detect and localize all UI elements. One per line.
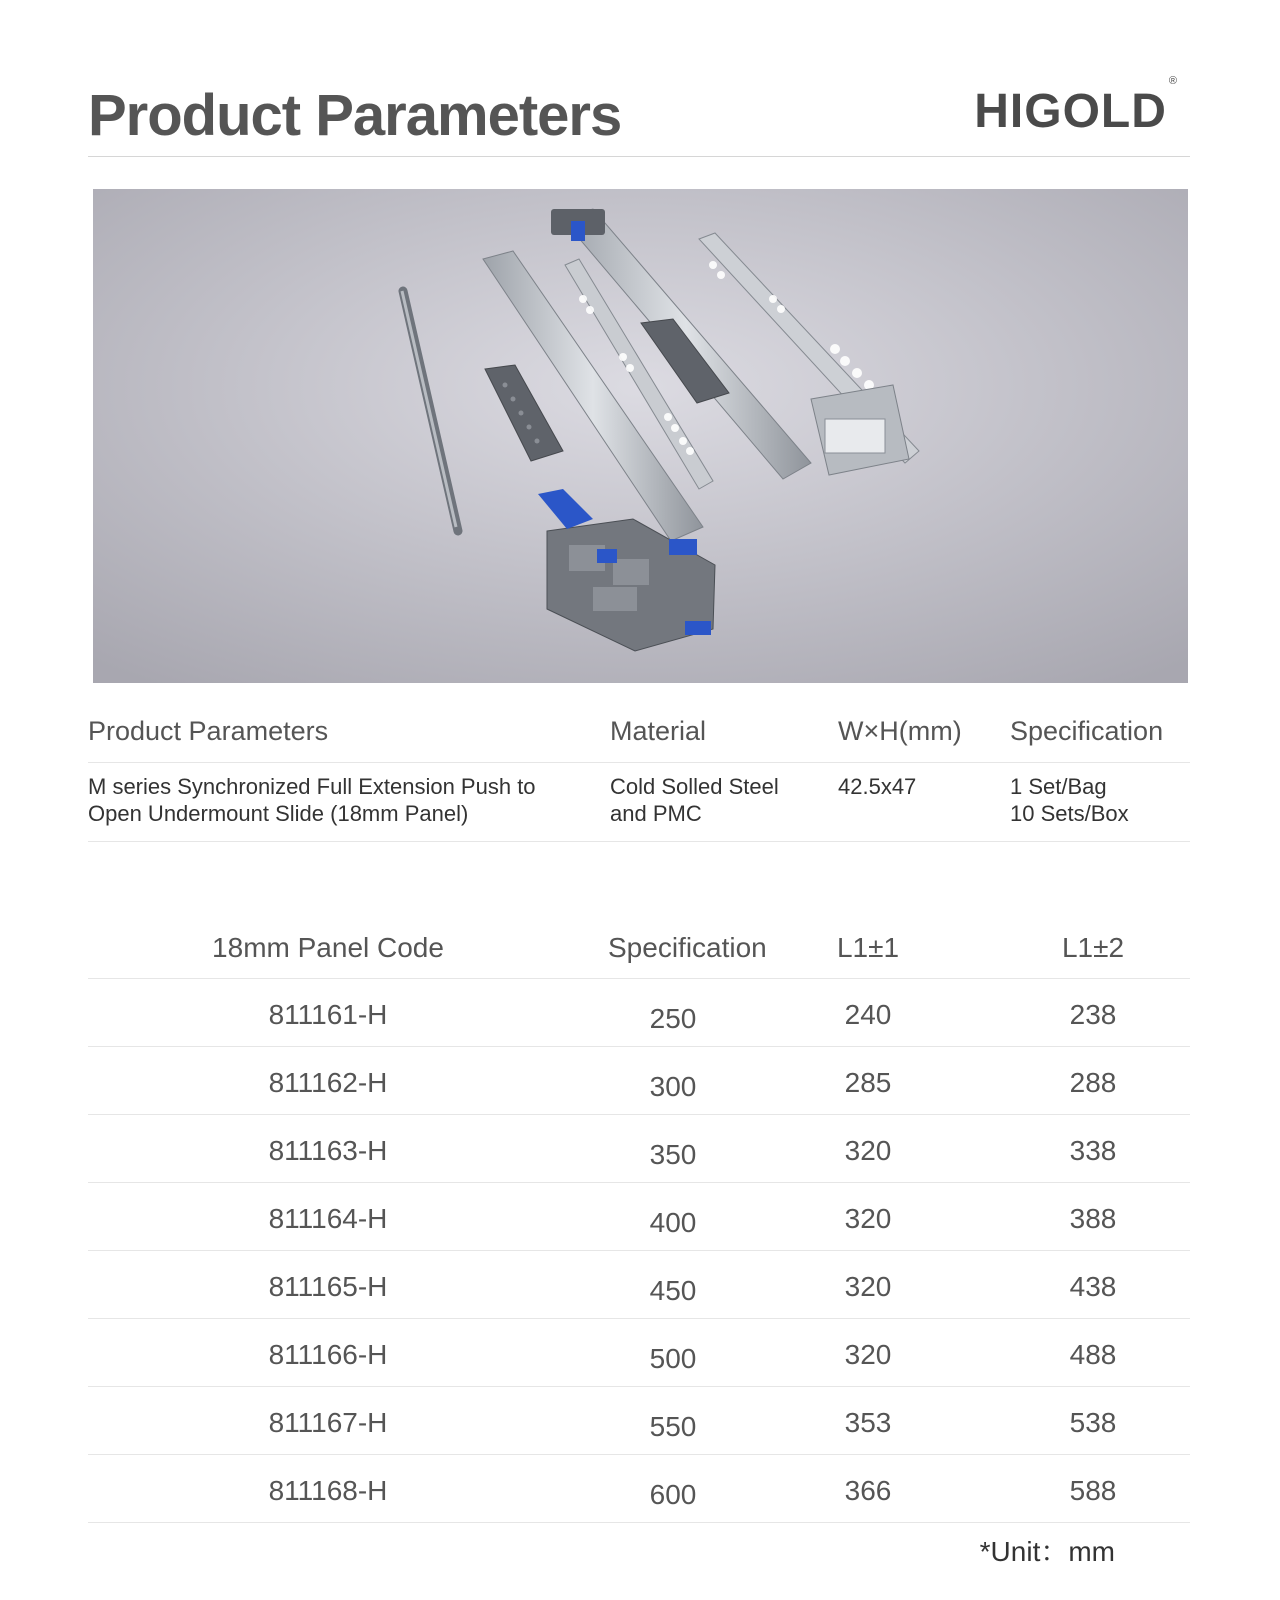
codes-header-code: 18mm Panel Code: [212, 932, 444, 963]
l1-2-value: 338: [1069, 1135, 1117, 1166]
l1-2-value: 238: [1069, 999, 1117, 1030]
l1-1-value: 320: [844, 1271, 892, 1302]
l1-1-value: 320: [844, 1203, 892, 1234]
l1-2-value: 538: [1069, 1407, 1117, 1438]
codes-header-specification: Specification: [608, 932, 767, 963]
product-size: 42.5x47: [838, 774, 917, 799]
panel-code: 811164-H: [268, 1203, 388, 1234]
table-row: [88, 1183, 1190, 1251]
codes-header-row: [88, 912, 1190, 979]
product-photo: [93, 189, 1188, 683]
panel-code: 811161-H: [268, 999, 388, 1030]
panel-code: 811168-H: [268, 1475, 388, 1506]
unit-note: *Unit：mm: [979, 1536, 1115, 1567]
specification-value: 550: [649, 1411, 697, 1442]
panel-code: 811163-H: [268, 1135, 388, 1166]
l1-2-value: 388: [1069, 1203, 1117, 1234]
codes-header-l1-1: L1±1: [836, 932, 900, 963]
params-header-product: Product Parameters: [88, 716, 329, 746]
page-header: [88, 70, 1190, 157]
params-header-row: [88, 700, 1190, 763]
codes-header-l1-2: L1±2: [1061, 932, 1125, 963]
params-header-specification: Specification: [1010, 716, 1164, 746]
panel-code: 811166-H: [268, 1339, 388, 1370]
table-row: [88, 1251, 1190, 1319]
l1-2-value: 488: [1069, 1339, 1117, 1370]
table-row: [88, 1387, 1190, 1455]
product-name: M series Synchronized Full Extension Push to Open Undermount Slide (18mm Panel): [88, 774, 536, 826]
panel-code: 811167-H: [268, 1407, 388, 1438]
l1-2-value: 588: [1069, 1475, 1117, 1506]
l1-1-value: 285: [844, 1067, 892, 1098]
product-material: Cold Solled Steel and PMC: [610, 774, 779, 826]
specification-value: 600: [649, 1479, 697, 1510]
l1-1-value: 240: [844, 999, 892, 1030]
params-row: [88, 763, 1190, 842]
specification-value: 300: [649, 1071, 697, 1102]
l1-2-value: 438: [1069, 1271, 1117, 1302]
brand-logo: [974, 75, 1178, 139]
table-row: [88, 1115, 1190, 1183]
registered-mark: ®: [1168, 75, 1178, 87]
panel-code: 811165-H: [268, 1271, 388, 1302]
l1-1-value: 366: [844, 1475, 892, 1506]
product-parameters-table: [88, 700, 1190, 842]
specification-value: 250: [649, 1003, 697, 1034]
table-row: [88, 1319, 1190, 1387]
specification-value: 500: [649, 1343, 697, 1374]
product-packaging: 1 Set/Bag 10 Sets/Box: [1010, 774, 1129, 826]
table-row: [88, 1047, 1190, 1115]
panel-code: 811162-H: [268, 1067, 388, 1098]
l1-1-value: 320: [844, 1339, 892, 1370]
l1-2-value: 288: [1069, 1067, 1117, 1098]
l1-1-value: 353: [844, 1407, 892, 1438]
params-header-material: Material: [610, 716, 707, 746]
undermount-slide-product-photo: [93, 189, 1188, 683]
specification-value: 400: [649, 1207, 697, 1238]
brand-name: HIGOLD: [974, 85, 1167, 138]
page-title: Product Parameters: [88, 83, 622, 148]
table-row: [88, 979, 1190, 1047]
params-header-size: W×H(mm): [838, 716, 962, 746]
l1-1-value: 320: [844, 1135, 892, 1166]
specification-value: 450: [649, 1275, 697, 1306]
specification-value: 350: [649, 1139, 697, 1170]
table-row: [88, 1455, 1190, 1523]
panel-code-table: [88, 912, 1190, 1523]
